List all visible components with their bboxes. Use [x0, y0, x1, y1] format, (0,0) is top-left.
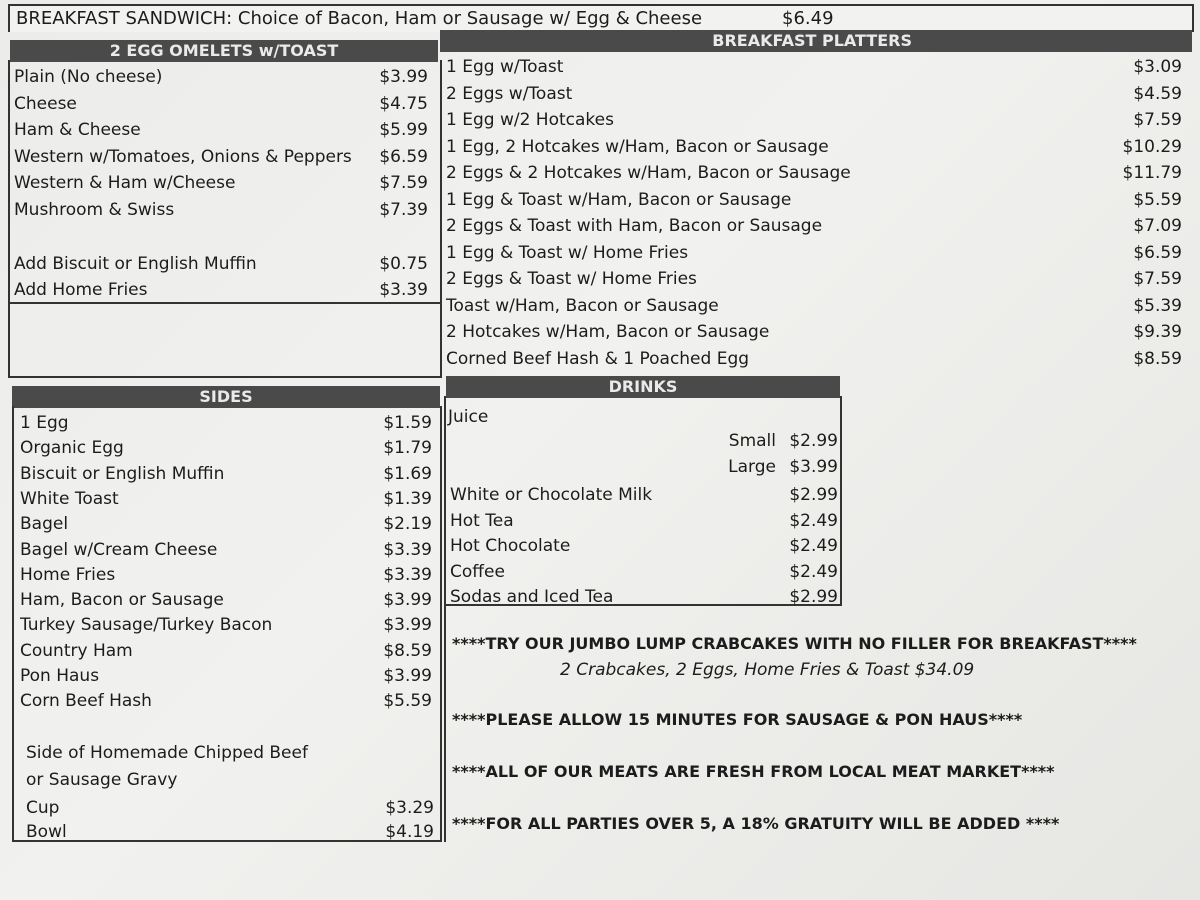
- juice-small-label: Small: [728, 431, 776, 451]
- drink-item-name: White or Chocolate Milk: [450, 485, 653, 505]
- omelet-item-price: $6.59: [379, 146, 428, 167]
- platter-item-name: Toast w/Ham, Bacon or Sausage: [446, 295, 719, 316]
- platter-item-price: $4.59: [1133, 83, 1182, 104]
- platter-item-name: 2 Eggs & Toast w/ Home Fries: [446, 269, 697, 289]
- platter-item-name: 1 Egg w/2 Hotcakes: [446, 110, 614, 130]
- juice-small-price: $2.99: [789, 431, 838, 451]
- platter-item-price: $3.09: [1133, 57, 1182, 77]
- platter-item-name: 1 Egg w/Toast: [446, 57, 564, 77]
- side-item-name: Pon Haus: [20, 666, 100, 686]
- side-item-price: $3.39: [383, 564, 432, 585]
- platter-item-name: 2 Eggs & Toast with Ham, Bacon or Sausage: [446, 216, 823, 236]
- side-item-price: $1.79: [383, 438, 432, 459]
- side-item-name: Home Fries: [20, 564, 116, 585]
- omelet-addon-item-name: Add Home Fries: [14, 280, 148, 300]
- omelet-item-name: Cheese: [14, 93, 77, 114]
- drink-item-name: Sodas and Iced Tea: [450, 587, 614, 607]
- platter-item-price: $11.79: [1122, 163, 1182, 183]
- side-item-name: White Toast: [20, 488, 119, 509]
- side-item-name: Corn Beef Hash: [20, 691, 152, 712]
- side-item-price: $3.39: [383, 539, 432, 560]
- platter-item-price: $8.59: [1133, 348, 1182, 369]
- side-item-name: Bagel: [20, 514, 69, 535]
- drink-item-price: $2.49: [789, 561, 838, 582]
- omelet-item-name: Western w/Tomatoes, Onions & Peppers: [14, 146, 352, 167]
- gravy-line-2: or Sausage Gravy: [26, 770, 178, 790]
- platter-item-price: $5.59: [1133, 189, 1182, 210]
- side-item-name: Turkey Sausage/Turkey Bacon: [20, 615, 273, 636]
- side-item-price: $1.39: [383, 488, 432, 509]
- side-item-name: Ham, Bacon or Sausage: [20, 590, 224, 611]
- drink-item-price: $2.99: [789, 587, 838, 607]
- platter-item-price: $6.59: [1133, 242, 1182, 263]
- side-item-name: Organic Egg: [20, 438, 124, 459]
- crab-sub-note: 2 Crabcakes, 2 Eggs, Home Fries & Toast $34.09: [560, 660, 975, 680]
- side-item-price: $1.69: [383, 463, 432, 484]
- omelet-addon-item-price: $0.75: [379, 254, 428, 274]
- drink-item-price: $2.49: [789, 536, 838, 556]
- drinks-juice: Juice: [448, 407, 489, 427]
- drink-item-price: $2.99: [789, 485, 838, 505]
- omelet-item-price: $7.39: [379, 199, 428, 220]
- platter-item-name: 1 Egg & Toast w/ Home Fries: [446, 242, 689, 263]
- omelet-item-price: $5.99: [379, 120, 428, 140]
- side-item-name: Bagel w/Cream Cheese: [20, 539, 218, 560]
- omelet-item-price: $7.59: [379, 173, 428, 193]
- platters-header: BREAKFAST PLATTERS: [440, 30, 1192, 52]
- omelets-bottom: [8, 376, 442, 378]
- gravy-line-1: Side of Homemade Chipped Beef: [26, 743, 308, 763]
- platter-item-price: $7.59: [1133, 110, 1182, 130]
- platter-item-price: $5.39: [1133, 295, 1182, 316]
- platter-item-name: 1 Egg & Toast w/Ham, Bacon or Sausage: [446, 189, 792, 210]
- side-item-price: $3.99: [383, 590, 432, 611]
- notes-divider: [444, 606, 446, 842]
- omelet-item-name: Plain (No cheese): [14, 67, 163, 87]
- gravy-item-name: Bowl: [26, 822, 67, 842]
- side-item-name: Biscuit or English Muffin: [20, 463, 225, 484]
- side-item-name: Country Ham: [20, 640, 133, 661]
- omelet-item-name: Ham & Cheese: [14, 120, 141, 140]
- platter-item-price: $7.59: [1133, 269, 1182, 289]
- omelet-item-name: Mushroom & Swiss: [14, 199, 175, 220]
- sides-header: SIDES: [12, 386, 440, 408]
- side-item-price: $1.59: [383, 413, 432, 433]
- gravy-item-price: $3.29: [385, 798, 434, 818]
- omelets-empty-box: [8, 304, 442, 378]
- crab-note: ****TRY OUR JUMBO LUMP CRABCAKES WITH NO FILLER FOR BREAKFAST****: [452, 634, 1137, 653]
- juice-large-price: $3.99: [789, 457, 838, 477]
- drink-item-name: Hot Chocolate: [450, 536, 571, 556]
- drink-item-name: Coffee: [450, 561, 505, 582]
- juice-large-label: Large: [728, 457, 776, 477]
- omelet-addon-item-price: $3.39: [379, 280, 428, 300]
- sandwich-bar: [8, 4, 1194, 32]
- platter-item-price: $9.39: [1133, 322, 1182, 342]
- side-item-price: $2.19: [383, 514, 432, 535]
- platter-item-name: Corned Beef Hash & 1 Poached Egg: [446, 348, 750, 369]
- gratuity-note: ****FOR ALL PARTIES OVER 5, A 18% GRATUITY WILL BE ADDED ****: [452, 814, 1060, 833]
- platter-item-name: 2 Hotcakes w/Ham, Bacon or Sausage: [446, 322, 770, 342]
- omelet-item-price: $3.99: [379, 67, 428, 87]
- sandwich-price: $6.49: [782, 8, 834, 29]
- side-item-price: $3.99: [383, 615, 432, 636]
- side-item-price: $3.99: [383, 666, 432, 686]
- allow-note: ****PLEASE ALLOW 15 MINUTES FOR SAUSAGE & PON HAUS****: [452, 710, 1023, 729]
- drink-item-price: $2.49: [789, 510, 838, 531]
- omelet-addon-item-name: Add Biscuit or English Muffin: [14, 254, 257, 274]
- platter-item-name: 2 Eggs w/Toast: [446, 83, 573, 104]
- platter-item-price: $10.29: [1122, 136, 1182, 157]
- omelet-item-price: $4.75: [379, 93, 428, 114]
- gravy-item-name: Cup: [26, 798, 60, 818]
- platter-item-price: $7.09: [1133, 216, 1182, 236]
- platter-item-name: 1 Egg, 2 Hotcakes w/Ham, Bacon or Sausage: [446, 136, 829, 157]
- drinks-header: DRINKS: [446, 376, 840, 398]
- platters-divider: [440, 60, 442, 378]
- gravy-item-price: $4.19: [385, 822, 434, 842]
- drink-item-name: Hot Tea: [450, 510, 514, 531]
- sandwich-label: BREAKFAST SANDWICH: Choice of Bacon, Ham or Sausage w/ Egg & Cheese: [16, 8, 703, 29]
- platter-item-name: 2 Eggs & 2 Hotcakes w/Ham, Bacon or Sausage: [446, 163, 851, 183]
- side-item-price: $8.59: [383, 640, 432, 661]
- side-item-name: 1 Egg: [20, 413, 69, 433]
- meats-note: ****ALL OF OUR MEATS ARE FRESH FROM LOCAL MEAT MARKET****: [452, 762, 1055, 781]
- omelet-item-name: Western & Ham w/Cheese: [14, 173, 236, 193]
- side-item-price: $5.59: [383, 691, 432, 712]
- omelets-header: 2 EGG OMELETS w/TOAST: [10, 40, 438, 62]
